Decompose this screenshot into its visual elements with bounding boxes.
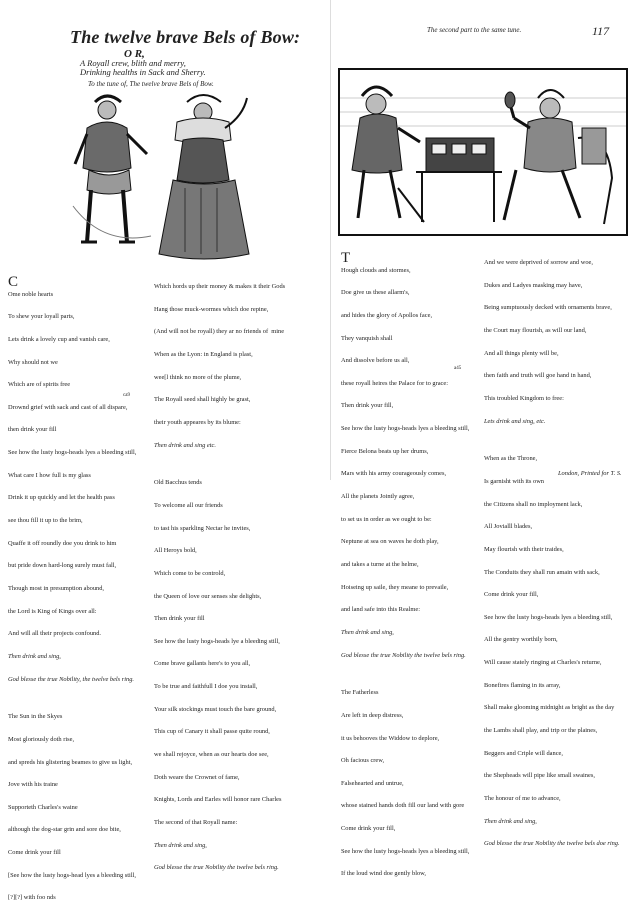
verse-line: Lets drink a lovely cup and vanish care,	[8, 335, 110, 343]
verse-line: When as the Lyon: in England is plast,	[154, 351, 253, 359]
verse-line: May flourish with their traides,	[484, 545, 564, 553]
verse-line: the Queen of love our senses she delights,	[154, 592, 262, 600]
verse-line: but pride down hard-long surely must fall,	[8, 562, 117, 570]
verse-line: Drink it up quickly and let the health pass	[8, 494, 115, 502]
verse-line: Jove with his traine	[8, 781, 58, 789]
verse-line: Hang those muck-wormes which doe repine,	[154, 305, 269, 313]
refrain-line: Then drink and sing,	[8, 652, 61, 660]
verse-line: wee[l think no more of the plume,	[154, 373, 242, 381]
subtitle	[80, 59, 206, 77]
second-part-heading: The second part to the same tune.	[427, 26, 522, 34]
verse-line: This cup of Canary it shall passe quite round,	[154, 728, 270, 736]
verse-column-1	[8, 268, 150, 909]
verse-line: To be true and faithfull I doe you install,	[154, 683, 258, 691]
verse-line: The Royall seed shall highly be grast,	[154, 396, 251, 404]
verse-column-4	[484, 244, 632, 855]
verse-line: and takes a turne at the helme,	[341, 560, 419, 568]
verse-line: and hides the glory of Apollos face,	[341, 311, 433, 319]
verse-line: to set us in order as we ought to be:	[341, 515, 432, 523]
imprint-line: London, Printed for T. S.	[558, 470, 622, 477]
verse-line: The Conduits they shall run amain with sack,	[484, 568, 600, 576]
verse-line: whose stained hands doth fill our land with gore	[341, 802, 465, 810]
verse-line: See how the lusty hogs-heads lyes a bleeding still,	[8, 449, 137, 457]
subtitle-line-2: Drinking healths in Sack and Sherry.	[80, 67, 206, 77]
verse-line: [See how the lusty hogs-head lyes a bleeding still,	[8, 871, 136, 879]
refrain-line: Then drink and sing,	[154, 841, 207, 849]
verse-line: Fierce Belona beats up her drums,	[341, 447, 429, 455]
verse-line: Which come to be controld,	[154, 569, 226, 577]
verse-line: The honour of me to advance,	[484, 794, 561, 802]
verse-column-2	[154, 268, 324, 879]
verse-column-3	[341, 244, 481, 885]
woodcut-two-figures	[65, 88, 260, 263]
catchword: ca9	[123, 393, 130, 398]
refrain-line: Then drink and sing,	[341, 628, 394, 636]
drop-cap: T	[341, 249, 351, 266]
verse-line: Drownd grief with sack and cast of all dispare,	[8, 403, 128, 411]
verse-line: Though most in presumption abound,	[8, 584, 105, 592]
refrain-line: God blesse the true Nobility the twelve bels ring.	[154, 864, 279, 872]
verse-line: see thou fill it up to the brim,	[8, 517, 83, 525]
verse-line: Why should not we	[8, 358, 58, 366]
verse-line: their youth appeares by its blume:	[154, 418, 241, 426]
refrain-line: Then drink and sing,	[484, 817, 537, 825]
verse-line: And will all their projects confound.	[8, 630, 101, 638]
refrain-line: God blesse the true Nobility the twelve bels ring.	[341, 651, 466, 659]
refrain-line: Then drink and sing etc.	[154, 441, 216, 449]
refrain-line: God blesse the true Nobility, the twelve bels ring.	[8, 675, 135, 683]
verse-line: the Lambs shall play, and trip or the plaines,	[484, 727, 598, 734]
verse-line: Old Bacchus tends	[154, 479, 202, 487]
verse-line: the Lord is King of Kings over all:	[8, 607, 97, 615]
page-gutter	[330, 0, 331, 480]
verse-line: Doe give us these allarm's,	[341, 289, 410, 297]
verse-line: To welcome all our friends	[154, 501, 223, 509]
verse-line: Which are of spirits free	[8, 381, 71, 389]
verse-line: All the planets Jointly agree,	[341, 493, 415, 501]
verse-line: Then drink your fill	[154, 615, 205, 623]
verse-line: Ome noble hearts	[8, 290, 54, 298]
title-or: O R,	[124, 48, 145, 60]
verse-line: Then drink your fill,	[341, 402, 394, 410]
verse-line: And all things plenty will be,	[484, 349, 559, 357]
verse-line: See how the lusty hogs-heads lyes a bleeding still,	[484, 613, 613, 621]
verse-line: See how the lusty hogs-heads lyes a bleeding still,	[341, 847, 470, 855]
verse-line: Your silk stockings must touch the bare ground,	[154, 705, 277, 713]
verse-line: Dukes and Ladyes masking may have,	[484, 281, 583, 289]
verse-line: [?][?] with foo nds	[8, 894, 56, 902]
verse-line: All Heroys bold,	[154, 547, 197, 555]
verse-line: If the loud wind doe gently blow,	[341, 870, 426, 878]
verse-line: Is garnisht with its own	[484, 477, 544, 485]
ballad-title: The twelve brave Bels of Bow:	[70, 27, 301, 47]
verse-line: The Sun in the Skyes	[8, 713, 63, 721]
refrain-line: Lets drink and sing, etc.	[484, 417, 546, 425]
refrain-line: God blesse the true Nobility the twelve bels doe ring.	[484, 840, 620, 848]
verse-line: When as the Throne,	[484, 455, 538, 463]
verse-line: (And will not be royall) they ar no friends of mine	[154, 328, 285, 336]
verse-line: and spreds his glistering beames to give us light,	[8, 758, 133, 766]
verse-line: Hoiseing up saile, they meane to prevaile,	[341, 583, 449, 591]
verse-line: See how the lusty hogs-heads lye a bleeding still,	[154, 637, 280, 645]
verse-line: Being sumptuously decked with ornaments brave,	[484, 304, 612, 312]
verse-line: Most gloriously doth rise,	[8, 735, 75, 743]
verse-line: And dissolve before us all,	[341, 357, 410, 365]
catchword: a45	[454, 366, 462, 371]
verse-line: Shall make glooming midnight as bright as the day	[484, 704, 615, 712]
verse-line: To shew your loyall parts,	[8, 313, 75, 321]
verse-line: we shall rejoyce, when as our hearts doe see,	[154, 751, 269, 758]
verse-line: and land safe into this Realme:	[341, 606, 420, 614]
verse-line: Doth weare the Crownet of fame,	[154, 773, 240, 781]
verse-line: Are left in deep distress,	[341, 711, 404, 719]
verse-line: Knights, Lords and Earles will honor rare Charles	[154, 796, 282, 804]
verse-line: these royall heires the Palace for to grace:	[341, 379, 448, 387]
verse-line: then faith and truth will goe hand in hand,	[484, 372, 592, 380]
verse-line: Come brave gallants here's to you all,	[154, 660, 251, 668]
verse-line: Hough clouds and stormes,	[341, 266, 411, 274]
verse-line: The second of that Royall name:	[154, 818, 238, 826]
verse-line: although the dog-star grin and sore doe bite,	[8, 826, 121, 834]
verse-line: Beggers and Criple will dance,	[484, 749, 563, 757]
verse-line: Which hords up their money & makes it their Gods	[154, 283, 286, 291]
verse-line: Neptune at sea on waves he doth play,	[341, 538, 439, 546]
verse-line: the Court may flourish, as will our land,	[484, 327, 587, 335]
verse-line: Falsehearted and untrue,	[341, 779, 404, 787]
verse-line: Quaffe it off roundly doe you drink to him	[8, 539, 117, 547]
verse-line: And we were deprived of sorrow and woe,	[484, 259, 593, 267]
verse-line: the Citizens shall no imployment lack,	[484, 500, 583, 508]
verse-line: All the gentry worthily born,	[484, 636, 558, 644]
verse-line: it us behooves the Widdow to deplore,	[341, 734, 440, 742]
woodcut-drinking-scene	[338, 68, 628, 236]
tune-line: To the tune of, The twelve brave Bels of Bow.	[88, 80, 214, 88]
verse-line: See how the lusty hogs-heads lyes a bleeding still,	[341, 425, 470, 433]
verse-line: Oh facious crew,	[341, 757, 385, 765]
verse-line: then drink your fill	[8, 426, 57, 434]
verse-line: to tast his sparkling Nectar he invites,	[154, 524, 251, 532]
verse-line: All Jovialll blades,	[484, 523, 533, 531]
verse-line: Come drink your fill	[8, 849, 61, 857]
verse-line: They vanquish shall	[341, 334, 393, 342]
verse-line: What care I how full is my glass	[8, 471, 91, 479]
subtitle-line-1: A Royall crew, blith and merry,	[80, 58, 186, 68]
drop-cap: C	[8, 273, 19, 290]
verse-line: Will cause stately ringing at Charles's returne,	[484, 659, 602, 667]
verse-line: The Fatherless	[341, 689, 379, 697]
verse-line: Come drink your fill,	[341, 825, 396, 833]
verse-line: Supporteth Charles's waine	[8, 803, 78, 811]
verse-line: Bonefires flaming in its array,	[484, 681, 561, 689]
verse-line: Mars with his army courageously comes,	[341, 470, 447, 478]
verse-line: Come drink your fill,	[484, 591, 539, 599]
verse-line: the Shepheads will pipe like small swaines,	[484, 772, 595, 780]
verse-line: This troubled Kingdom to free:	[484, 394, 564, 402]
folio-number: 117	[592, 24, 610, 38]
